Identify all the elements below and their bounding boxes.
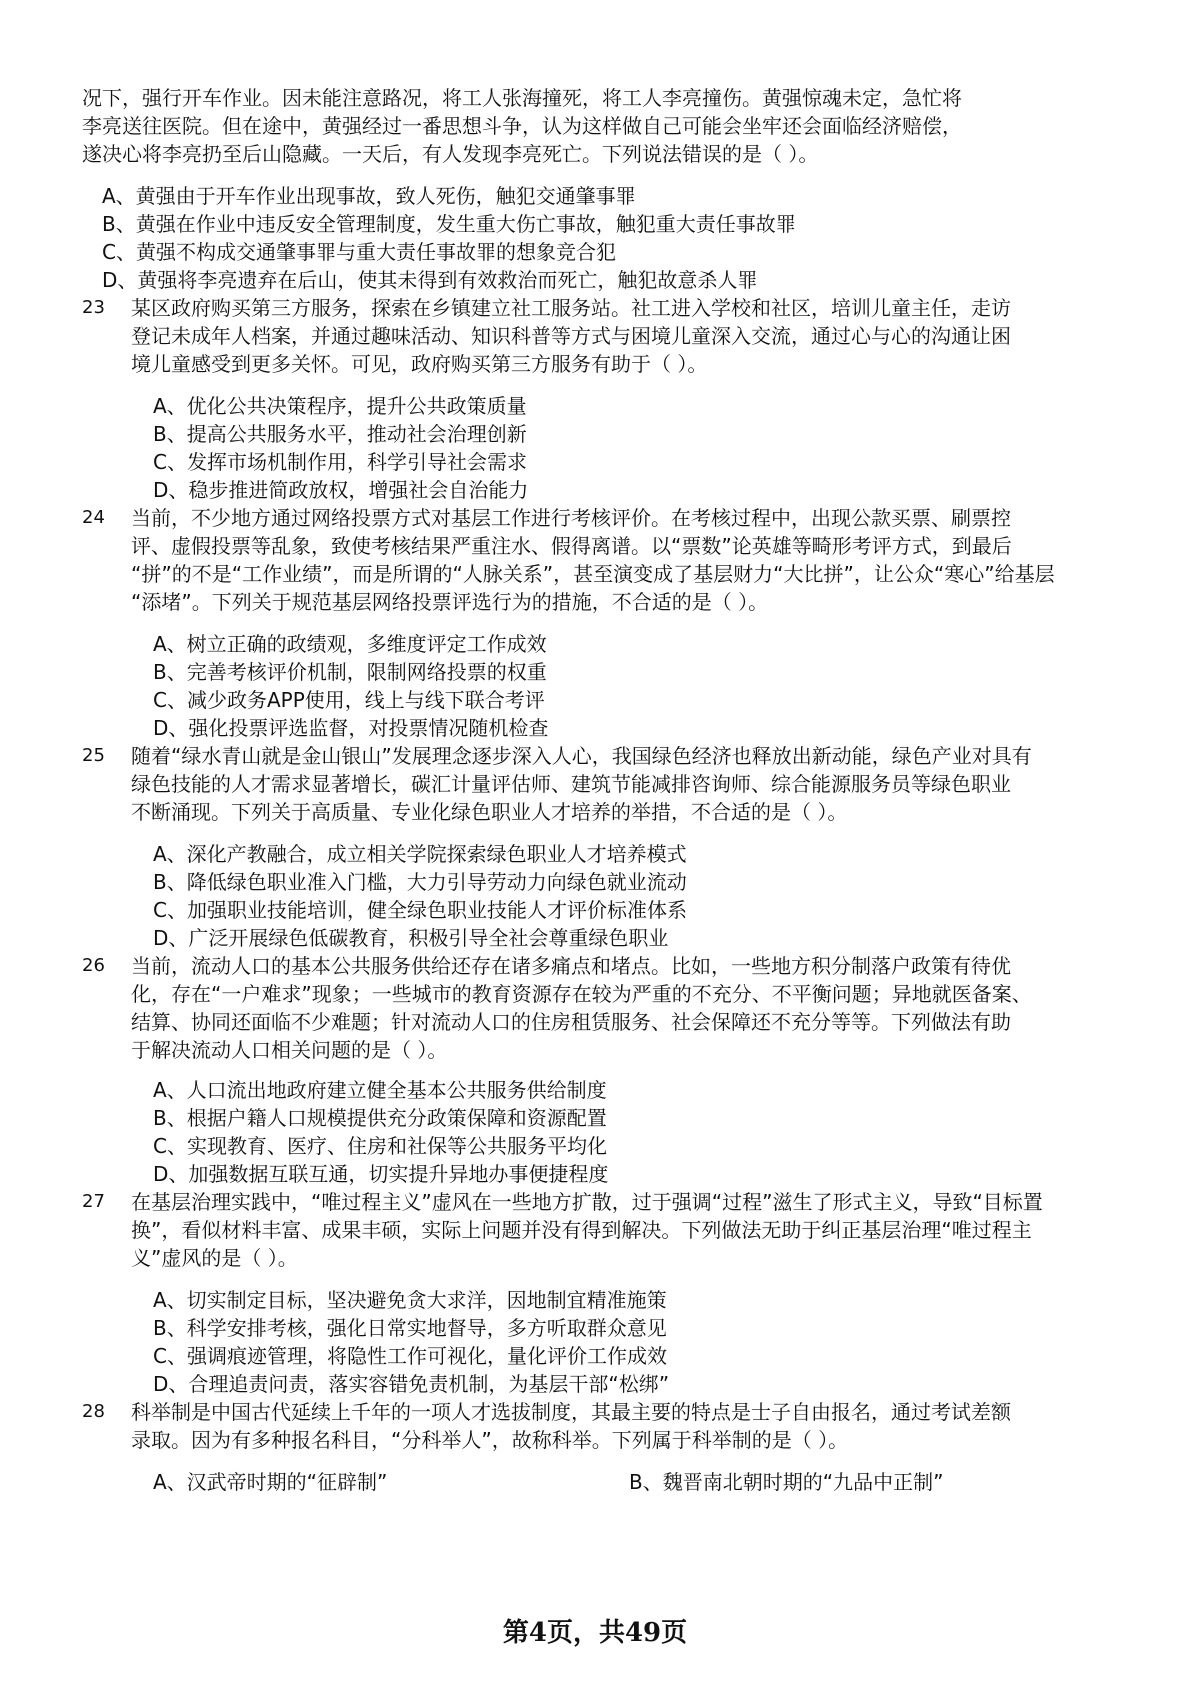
option-a: A、树立正确的政绩观，多维度评定工作成效 — [153, 632, 547, 656]
question-line: 换”，看似材料丰富、成果丰硕，实际上问题并没有得到解决。下列做法无助于纠正基层治理“唯过程主 — [131, 1218, 1032, 1242]
option-c: C、发挥市场机制作用，科学引导社会需求 — [153, 450, 527, 474]
option-d: D、合理追责问责，落实容错免责机制，为基层干部“松绑” — [153, 1372, 670, 1396]
page-number-footer: 第4页，共49页 — [502, 1618, 688, 1648]
question-line: 化，存在“一户难求”现象；一些城市的教育资源存在较为严重的不充分、不平衡问题；异地就医备案、 — [131, 982, 1032, 1006]
option-a: A、汉武帝时期的“征辟制” — [153, 1470, 388, 1494]
option-c: C、强调痕迹管理，将隐性工作可视化，量化评价工作成效 — [153, 1344, 667, 1368]
question-line: 当前，不少地方通过网络投票方式对基层工作进行考核评价。在考核过程中，出现公款买票、刷票控 — [131, 506, 1011, 530]
question-line: “拼”的不是“工作业绩”，而是所谓的“人脉关系”，甚至演变成了基层财力“大比拼”，让公众“寒心”给基层 — [131, 562, 1055, 586]
option-c: C、加强职业技能培训，健全绿色职业技能人才评价标准体系 — [153, 898, 687, 922]
question-line: 某区政府购买第三方服务，探索在乡镇建立社工服务站。社工进入学校和社区，培训儿童主任，走访 — [131, 296, 1011, 320]
option-b: B、提高公共服务水平，推动社会治理创新 — [153, 422, 527, 446]
question-number: 27 — [82, 1191, 105, 1212]
question-line: 于解决流动人口相关问题的是（ ）。 — [131, 1038, 448, 1062]
option-d: D、广泛开展绿色低碳教育，积极引导全社会尊重绿色职业 — [153, 926, 669, 950]
option-b: B、降低绿色职业准入门槛，大力引导劳动力向绿色就业流动 — [153, 870, 687, 894]
option-b: B、魏晋南北朝时期的“九品中正制” — [629, 1470, 944, 1494]
option-b: B、根据户籍人口规模提供充分政策保障和资源配置 — [153, 1106, 607, 1130]
question-line: “添堵”。下列关于规范基层网络投票评选行为的措施，不合适的是（ ）。 — [131, 590, 769, 614]
intro-line: 况下，强行开车作业。因未能注意路况，将工人张海撞死，将工人李亮撞伤。黄强惊魂未定，急忙将 — [82, 86, 962, 110]
question-number: 25 — [82, 745, 105, 766]
option-d: D、强化投票评选监督，对投票情况随机检查 — [153, 716, 549, 740]
question-line: 在基层治理实践中，“唯过程主义”虚风在一些地方扩散，过于强调“过程”滋生了形式主义，导致“目标置 — [131, 1190, 1043, 1214]
option-a: A、黄强由于开车作业出现事故，致人死伤，触犯交通肇事罪 — [102, 184, 636, 208]
option-c: C、减少政务APP使用，线上与线下联合考评 — [153, 688, 545, 712]
question-number: 24 — [82, 507, 105, 528]
option-d: D、黄强将李亮遗弃在后山，使其未得到有效救治而死亡，触犯故意杀人罪 — [102, 268, 758, 292]
question-number: 23 — [82, 297, 105, 318]
option-a: A、切实制定目标，坚决避免贪大求洋，因地制宜精准施策 — [153, 1288, 667, 1312]
option-a: A、人口流出地政府建立健全基本公共服务供给制度 — [153, 1078, 607, 1102]
option-a: A、优化公共决策程序，提升公共政策质量 — [153, 394, 527, 418]
question-line: 绿色技能的人才需求显著增长，碳汇计量评估师、建筑节能减排咨询师、综合能源服务员等绿色职业 — [131, 772, 1011, 796]
option-b: B、科学安排考核，强化日常实地督导，多方听取群众意见 — [153, 1316, 667, 1340]
option-c: C、黄强不构成交通肇事罪与重大责任事故罪的想象竞合犯 — [102, 240, 616, 264]
option-d: D、加强数据互联互通，切实提升异地办事便捷程度 — [153, 1162, 609, 1186]
intro-line: 遂决心将李亮扔至后山隐藏。一天后，有人发现李亮死亡。下列说法错误的是（ ）。 — [82, 142, 819, 166]
question-line: 当前，流动人口的基本公共服务供给还存在诸多痛点和堵点。比如，一些地方积分制落户政策有待优 — [131, 954, 1011, 978]
question-line: 科举制是中国古代延续上千年的一项人才选拔制度，其最主要的特点是士子自由报名，通过考试差额 — [131, 1400, 1011, 1424]
option-b: B、完善考核评价机制，限制网络投票的权重 — [153, 660, 547, 684]
question-line: 登记未成年人档案，并通过趣味活动、知识科普等方式与困境儿童深入交流，通过心与心的沟通让困 — [131, 324, 1011, 348]
option-d: D、稳步推进简政放权，增强社会自治能力 — [153, 478, 529, 502]
question-line: 境儿童感受到更多关怀。可见，政府购买第三方服务有助于（ ）。 — [131, 352, 708, 376]
question-number: 26 — [82, 955, 105, 976]
option-b: B、黄强在作业中违反安全管理制度，发生重大伤亡事故，触犯重大责任事故罪 — [102, 212, 796, 236]
question-line: 结算、协同还面临不少难题；针对流动人口的住房租赁服务、社会保障还不充分等等。下列做法有助 — [131, 1010, 1011, 1034]
option-a: A、深化产教融合，成立相关学院探索绿色职业人才培养模式 — [153, 842, 687, 866]
question-line: 不断涌现。下列关于高质量、专业化绿色职业人才培养的举措，不合适的是（ ）。 — [131, 800, 848, 824]
question-line: 录取。因为有多种报名科目，“分科举人”，故称科举。下列属于科举制的是（ ）。 — [131, 1428, 849, 1452]
question-line: 义”虚风的是（ ）。 — [131, 1246, 298, 1270]
question-line: 随着“绿水青山就是金山银山”发展理念逐步深入人心，我国绿色经济也释放出新动能，绿色产业对具有 — [131, 744, 1032, 768]
question-number: 28 — [82, 1401, 105, 1422]
intro-line: 李亮送往医院。但在途中，黄强经过一番思想斗争，认为这样做自己可能会坐牢还会面临经济赔偿， — [82, 114, 962, 138]
option-c: C、实现教育、医疗、住房和社保等公共服务平均化 — [153, 1134, 607, 1158]
question-line: 评、虚假投票等乱象，致使考核结果严重注水、假得离谱。以“票数”论英雄等畸形考评方式，到最后 — [131, 534, 1012, 558]
